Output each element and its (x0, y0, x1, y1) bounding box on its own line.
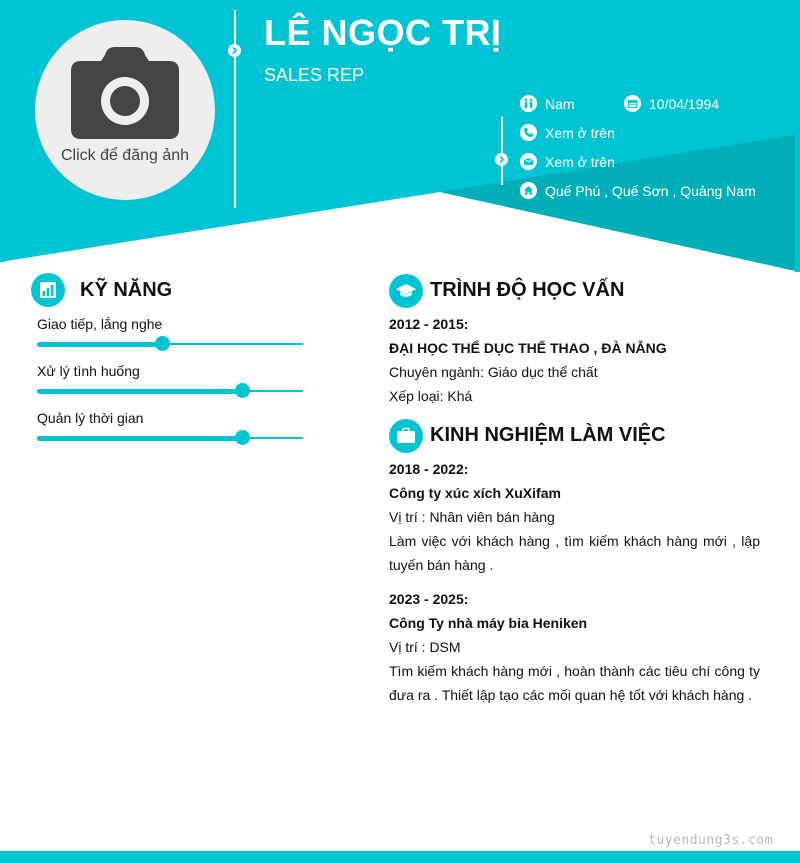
education-major: Chuyên ngành: Giáo dục thể chất (389, 364, 598, 380)
skill-slider-knob[interactable] (235, 383, 250, 398)
email-info (520, 153, 615, 170)
skill-slider[interactable] (37, 343, 303, 345)
birthdate-info (624, 95, 719, 112)
phone-info (520, 124, 615, 141)
address-info (520, 182, 756, 199)
job-title: SALES REP (264, 65, 365, 85)
skill-slider-knob[interactable] (235, 430, 250, 445)
header-divider (234, 10, 236, 208)
briefcase-icon (396, 427, 416, 445)
skill-slider-fill (37, 342, 162, 347)
job-period: 2018 - 2022: (389, 461, 469, 477)
job-position: Vị trí : Nhân viên bán hàng (389, 509, 555, 525)
bar-chart-icon (39, 281, 57, 299)
job-company: Công ty xúc xích XuXifam (389, 485, 561, 501)
home-icon (520, 182, 537, 199)
phone-icon (520, 124, 537, 141)
address-value: Quế Phú , Quế Sơn , Quảng Nam (545, 182, 756, 199)
graduation-cap-icon (395, 282, 417, 300)
email-icon (520, 153, 537, 170)
skill-label: Xử lý tình huống (37, 363, 140, 379)
watermark: tuyendung3s.com (648, 833, 773, 848)
phone-value: Xem ở trên (545, 124, 615, 141)
job-description: Tìm kiếm khách hàng mới , hoàn thành các tiêu chí công ty đưa ra . Thiết lập tạo các mối quan hệ tốt với khách hàng . (389, 663, 760, 703)
contact-divider (501, 117, 503, 185)
email-value: Xem ở trên (545, 153, 615, 170)
experience-title: KINH NGHIỆM LÀM VIỆC (430, 424, 666, 446)
job-period: 2023 - 2025: (389, 591, 469, 607)
skill-slider[interactable] (37, 390, 303, 392)
skill-slider[interactable] (37, 437, 303, 439)
skill-label: Giao tiếp, lắng nghe (37, 316, 163, 332)
gender-icon (520, 95, 537, 112)
education-period: 2012 - 2015: (389, 316, 469, 332)
gender-info (520, 95, 575, 112)
candidate-name: LÊ NGỌC TRỊ (264, 12, 502, 53)
job-description: Làm việc với khách hàng , tìm kiếm khách hàng mới , lập tuyến bán hàng . (389, 533, 760, 573)
gender-value: Nam (545, 95, 575, 112)
education-title: TRÌNH ĐỘ HỌC VẤN (430, 279, 625, 301)
skills-section-icon (31, 273, 65, 307)
camera-icon (71, 47, 179, 139)
contact-arrow-icon (495, 153, 508, 166)
skill-slider-fill (37, 389, 242, 394)
photo-caption: Click để đăng ảnh (60, 147, 190, 164)
job-position: Vị trí : DSM (389, 639, 461, 655)
education-grade: Xếp loại: Khá (389, 388, 473, 404)
skills-title: KỸ NĂNG (80, 279, 173, 301)
footer-bar (0, 851, 800, 863)
photo-upload[interactable] (35, 20, 215, 200)
skill-slider-knob[interactable] (155, 336, 170, 351)
calendar-icon (624, 95, 641, 112)
job-company: Công Ty nhà máy bia Heniken (389, 615, 588, 631)
education-school: ĐẠI HỌC THỂ DỤC THỂ THAO , ĐÀ NẴNG (389, 340, 667, 356)
experience-section-icon (389, 419, 423, 453)
skill-label: Quản lý thời gian (37, 410, 144, 426)
education-section-icon (389, 274, 423, 308)
skill-slider-fill (37, 436, 242, 441)
divider-arrow-icon (228, 44, 241, 57)
birthdate-value: 10/04/1994 (649, 95, 720, 112)
